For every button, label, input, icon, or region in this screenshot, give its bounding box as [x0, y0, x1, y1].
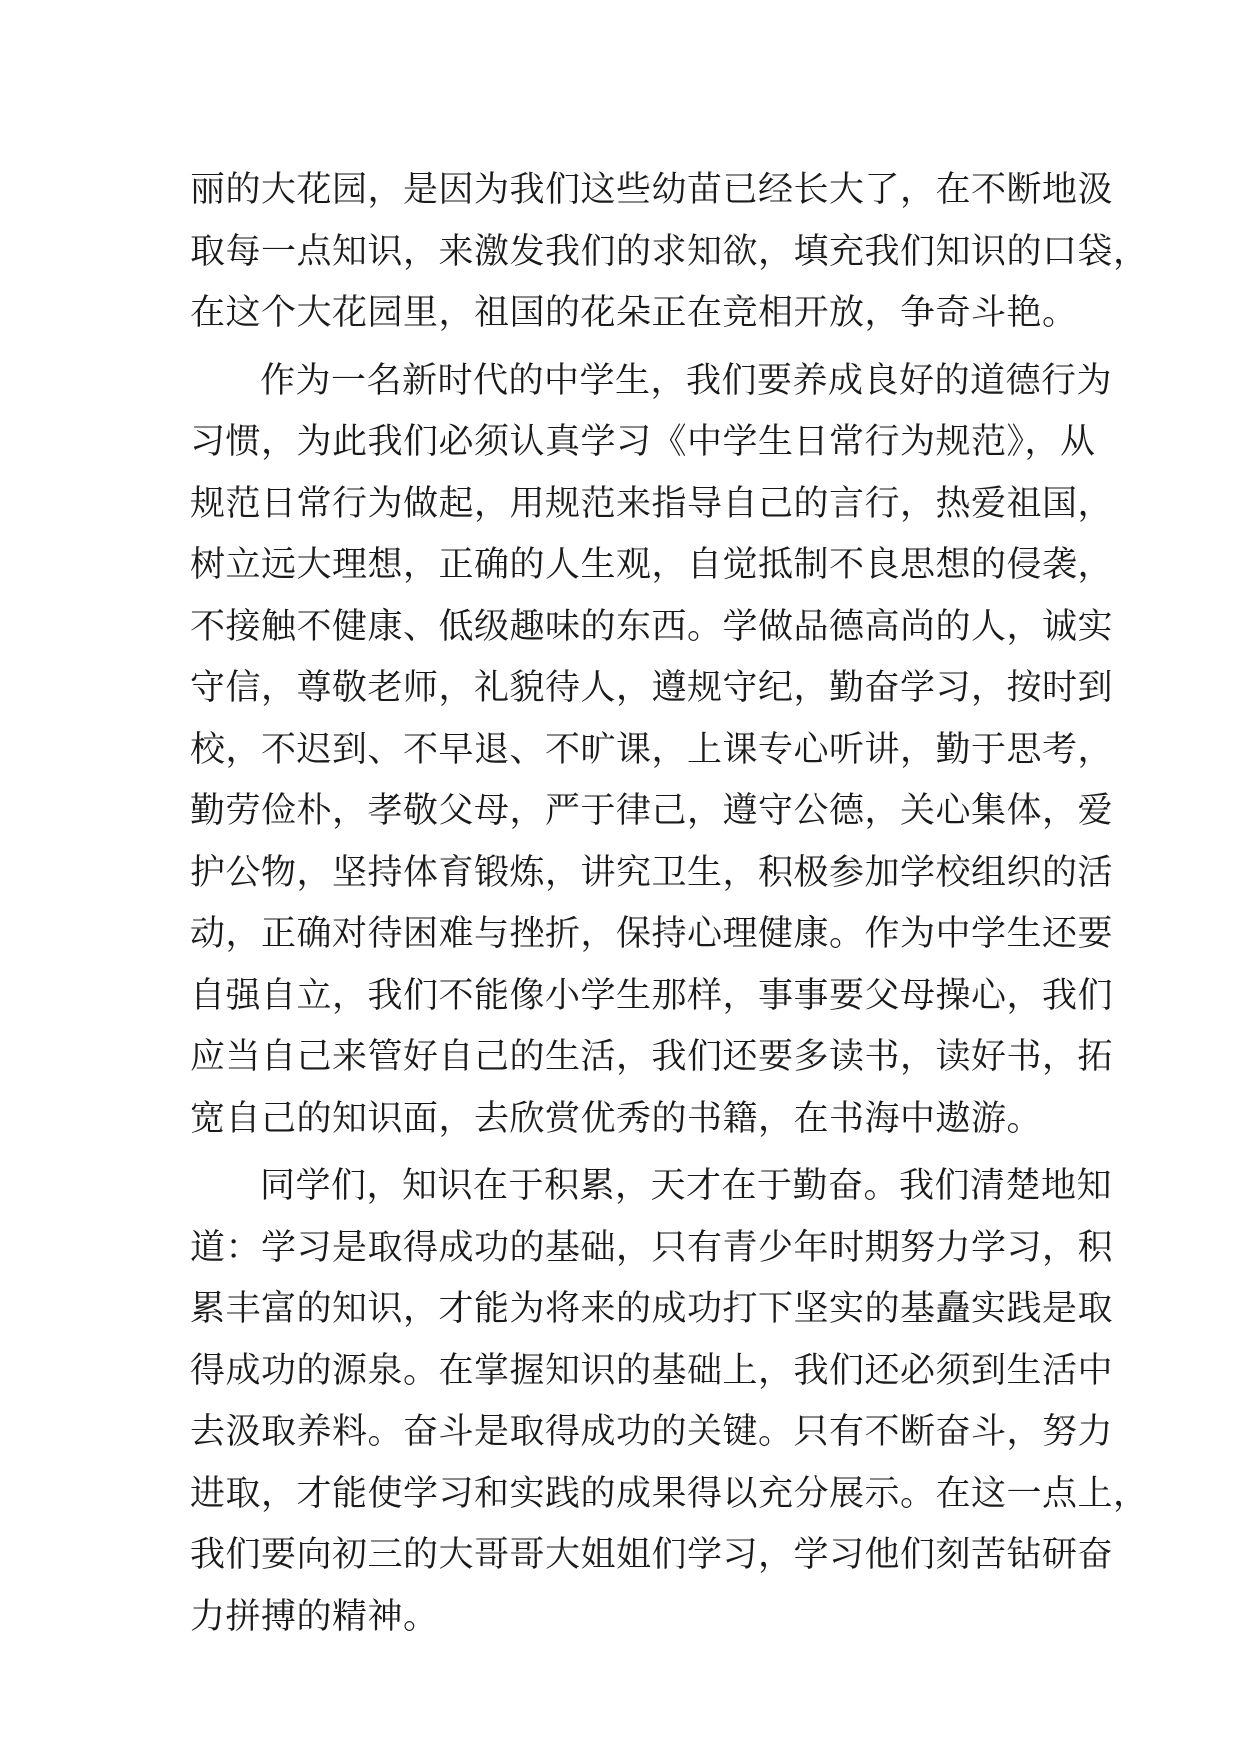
text-line: 守信，尊敬老师，礼貌待人，遵规守纪，勤奋学习，按时到 [190, 668, 1114, 708]
text-line: 树立远大理想，正确的人生观，自觉抵制不良思想的侵袭， [190, 545, 1114, 585]
paragraph-1 [190, 160, 1149, 345]
text-line: 得成功的源泉。在掌握知识的基础上，我们还必须到生活中 [190, 1350, 1114, 1391]
text-line: 应当自己来管好自己的生活，我们还要多读书，读好书，拓 [190, 1037, 1114, 1077]
text-line: 我们要向初三的大哥哥大姐姐们学习，学习他们刻苦钻研奋 [190, 1535, 1114, 1575]
paragraph-3 [190, 1156, 1149, 1648]
text-line: 力拼搏的精神。 [190, 1596, 439, 1637]
text-line: 动，正确对待困难与挫折，保持心理健康。作为中学生还要 [190, 914, 1114, 954]
text-line: 去汲取养料。奋斗是取得成功的关键。只有不断奋斗，努力 [190, 1412, 1114, 1452]
paragraph-2 [190, 351, 1114, 1151]
text-line: 作为一名新时代的中学生，我们要养成良好的道德行为 [260, 360, 1113, 401]
text-line: 累丰富的知识，才能为将来的成功打下坚实的基矗实践是取 [190, 1289, 1114, 1329]
text-line: 自强自立，我们不能像小学生那样，事事要父母操心，我们 [190, 975, 1114, 1016]
text-line: 道：学习是取得成功的基础，只有青少年时期努力学习，积 [190, 1227, 1114, 1268]
text-line: 进取，才能使学习和实践的成果得以充分展示。在这一点上， [190, 1473, 1149, 1514]
text-line: 规范日常行为做起，用规范来指导自己的言行，热爱祖国， [190, 483, 1114, 524]
text-line: 校，不迟到、不早退、不旷课，上课专心听讲，勤于思考， [190, 729, 1114, 770]
text-line: 取每一点知识，来激发我们的求知欲，填充我们知识的口袋， [190, 231, 1149, 272]
text-line: 不接触不健康、低级趣味的东西。学做品德高尚的人，诚实 [190, 606, 1114, 647]
text-line: 护公物，坚持体育锻炼，讲究卫生，积极参加学校组织的活 [190, 852, 1114, 893]
text-line: 宽自己的知识面，去欣赏优秀的书籍，在书海中遨游。 [190, 1098, 1043, 1139]
document-body [190, 160, 1149, 1648]
text-line: 同学们，知识在于积累，天才在于勤奋。我们清楚地知 [260, 1166, 1113, 1206]
text-line: 在这个大花园里，祖国的花朵正在竞相开放，争奇斗艳。 [190, 293, 1078, 333]
text-line: 丽的大花园，是因为我们这些幼苗已经长大了，在不断地汲 [190, 170, 1114, 210]
text-line: 勤劳俭朴，孝敬父母，严于律己，遵守公德，关心集体，爱 [190, 791, 1114, 831]
text-line: 习惯，为此我们必须认真学习《中学生日常行为规范》，从 [190, 422, 1096, 462]
